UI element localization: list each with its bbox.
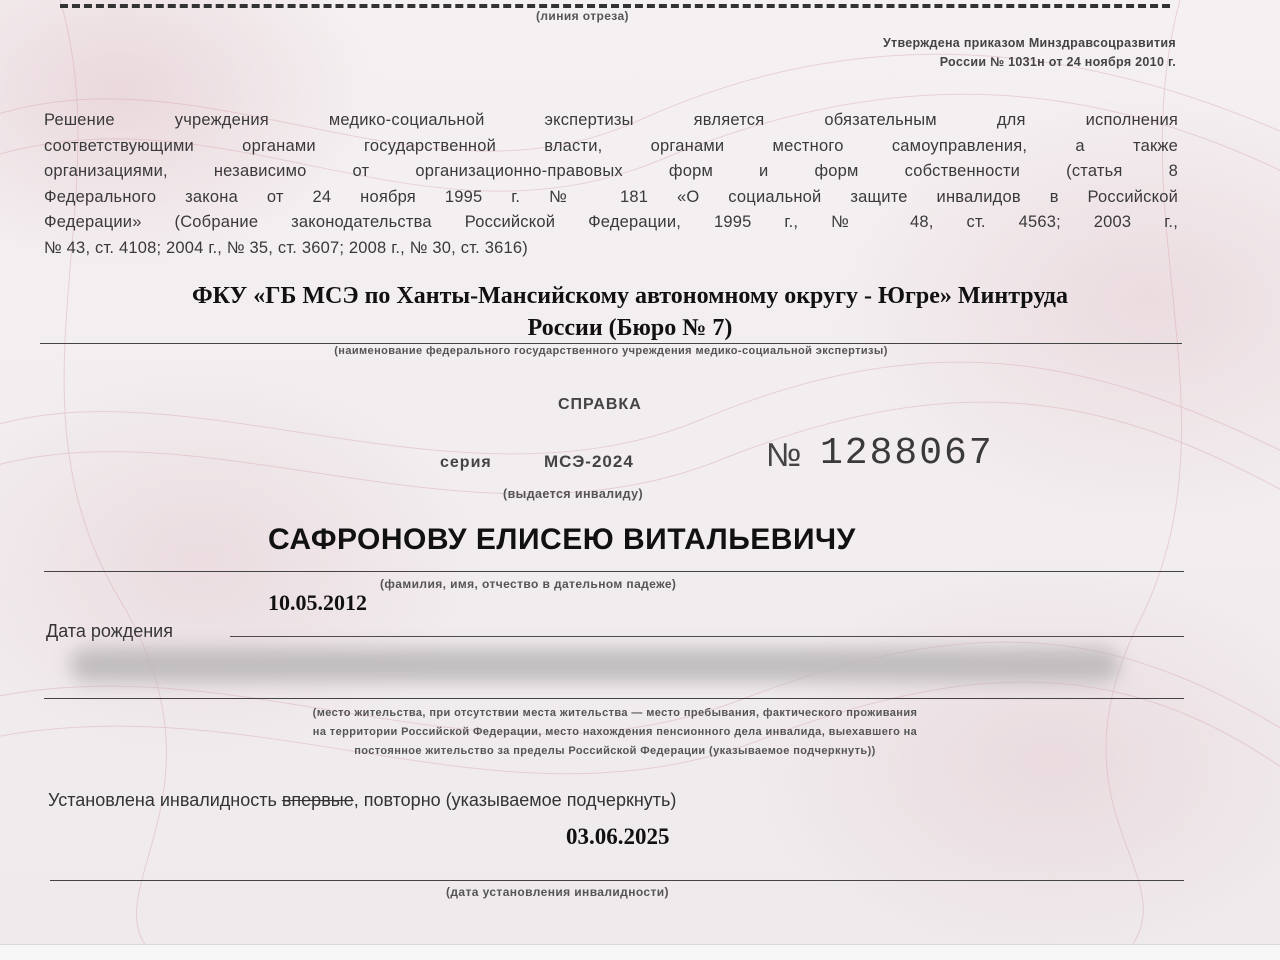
series-label: серия [440,454,492,471]
residence-caption [40,704,1190,761]
name-underline [44,571,1184,572]
certificate-title: СПРАВКА [558,396,642,413]
address-underline [44,698,1184,699]
residence-caption-line: постоянное жительство за пределы Российской Федерации (указываемое подчеркнуть)) [354,745,876,757]
birth-date-value: 10.05.2012 [268,590,367,615]
page-edge [0,944,1280,960]
recipient-name: САФРОНОВУ ЕЛИСЕЮ ВИТАЛЬЕВИЧУ [268,523,856,556]
institution-caption: (наименование федерального государственного учреждения медико-социальной экспертизы) [334,345,888,357]
residence-caption-line: на территории Российской Федерации, место нахождения пенсионного дела инвалида, выехавшего на [312,726,918,738]
approval-note [883,34,1176,72]
approval-line-1: Утверждена приказом Минздравсоцразвития [882,36,1176,50]
legal-line: Федерации» (Собрание законодательства Российской Федерации, 1995 г., № 48, ст. 4563; 2003 г., [44,213,1178,232]
legal-paragraph [44,108,1178,262]
number-sign: № [766,436,802,473]
disability-label-end: , повторно (указываемое подчеркнуть) [353,790,677,810]
series-value: МСЭ-2024 [544,452,634,471]
disability-option-first: впервые [281,790,354,810]
disability-date-underline [50,880,1184,881]
institution-line-1: ФКУ «ГБ МСЭ по Ханты-Мансийскому автономному округу - Югре» Минтруда [192,283,1068,309]
cut-line [60,4,1170,8]
redacted-address [70,648,1120,682]
residence-caption-line: (место жительства, при отсутствии места жительства — место пребывания, фактического проживания [312,707,918,719]
institution-underline [40,343,1182,344]
disability-line [48,790,676,811]
certificate-number: 1288067 [820,432,994,475]
legal-line: соответствующими органами государственной власти, органами местного самоуправления, а также [44,136,1178,155]
issued-to-caption: (выдается инвалиду) [503,487,644,501]
approval-line-2: России № 1031н от 24 ноября 2010 г. [939,55,1176,69]
legal-line: Решение учреждения медико-социальной экспертизы является обязательным для исполнения [44,111,1178,129]
institution-line-2: России (Бюро № 7) [527,315,733,341]
cut-line-label: (линия отреза) [536,9,629,23]
name-caption: (фамилия, имя, отчество в дательном падеже) [380,577,677,591]
legal-line: Федерального закона от 24 ноября 1995 г. № 181 «О социальной защите инвалидов в Российской [44,187,1178,206]
disability-label-start: Установлена инвалидность [48,790,282,810]
birth-date-underline [230,636,1184,637]
institution-name [40,280,1220,344]
legal-line: № 43, ст. 4108; 2004 г., № 35, ст. 3607; 2008 г., № 30, ст. 3616) [44,238,528,257]
birth-date-label: Дата рождения [46,621,173,641]
legal-line: организациями, независимо от организационно-правовых форм и форм собственности (статья 8 [44,162,1178,181]
disability-date-caption: (дата установления инвалидности) [446,885,669,899]
disability-date: 03.06.2025 [566,824,670,849]
